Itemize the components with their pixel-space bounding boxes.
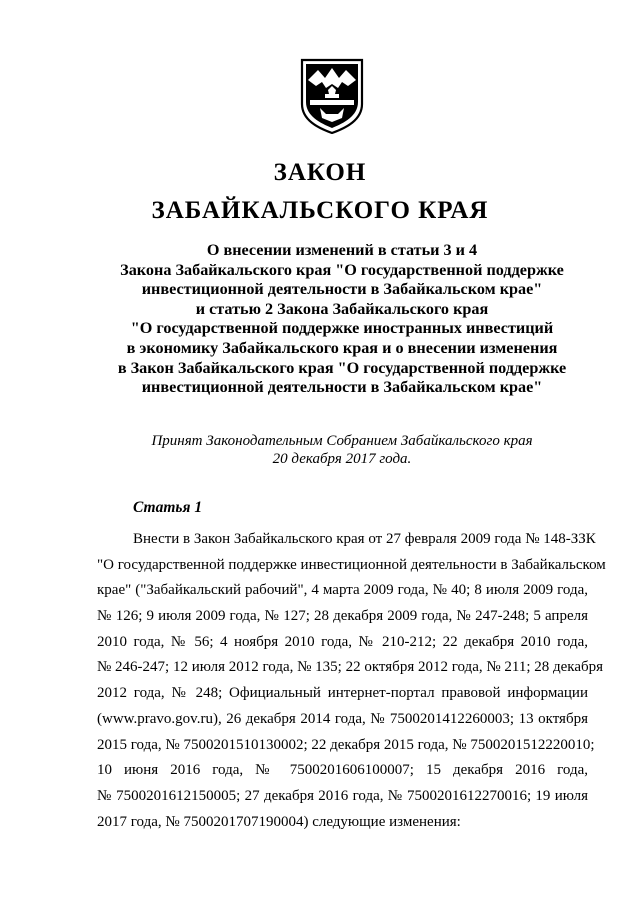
subject-line: и статью 2 Закона Забайкальского края [195, 299, 489, 318]
subject-line: О внесении изменений в статьи 3 и 4 [206, 241, 478, 259]
subject-line: Закона Забайкальского края "О государственной поддержке [120, 260, 564, 279]
adoption-note [90, 432, 594, 468]
article-body [97, 527, 606, 835]
body-line: 10 июня 2016 года, № 7500201606100007; 15 декабря 2016 года, [97, 762, 588, 779]
law-region-title: ЗАБАЙКАЛЬСКОГО КРАЯ [151, 197, 489, 224]
body-line: № 126; 9 июля 2009 года, № 127; 28 декабря 2009 года, № 247-248; 5 апреля [97, 608, 588, 625]
body-line: крае" ("Забайкальский рабочий", 4 марта 2009 года, № 40; 8 июля 2009 года, [97, 582, 588, 599]
body-line: № 246-247; 12 июля 2012 года, № 135; 22 октября 2012 года, № 211; 28 декабря [97, 659, 604, 676]
body-line: 2010 года, № 56; 4 ноября 2010 года, № 210-212; 22 декабря 2010 года, [97, 633, 588, 650]
adoption-date: 20 декабря 2017 года. [272, 451, 412, 467]
adoption-line: Принят Законодательным Собранием Забайкальского края [151, 433, 533, 449]
body-line: 2015 года, № 7500201510130002; 22 декабря 2015 года, № 7500201512220010; [97, 736, 595, 753]
law-subject [90, 241, 594, 398]
body-line: Внести в Закон Забайкальского края от 27 февраля 2009 года № 148-ЗЗК [133, 531, 596, 547]
subject-line: в Закон Забайкальского края "О государственной поддержке [117, 358, 567, 377]
body-line: 2017 года, № 7500201707190004) следующие изменения: [97, 813, 461, 830]
subject-line: инвестиционной деятельности в Забайкальском крае" [141, 378, 543, 397]
body-line: № 7500201612150005; 27 декабря 2016 года, № 7500201612270016; 19 июля [97, 787, 588, 804]
subject-line: в экономику Забайкальского края и о внесении изменения [126, 338, 558, 357]
body-line: (www.pravo.gov.ru), 26 декабря 2014 года, № 7500201412260003; 13 октября [97, 710, 588, 727]
subject-line: "О государственной поддержке иностранных инвестиций [130, 319, 554, 338]
article-heading: Статья 1 [133, 499, 203, 516]
law-title: ЗАКОН [273, 159, 367, 186]
coat-of-arms-emblem [298, 58, 366, 134]
body-line: "О государственной поддержке инвестиционной деятельности в Забайкальском [97, 556, 606, 573]
subject-line: инвестиционной деятельности в Забайкальском крае" [141, 280, 543, 299]
body-line: 2012 года, № 248; Официальный интернет-портал правовой информации [97, 685, 588, 702]
